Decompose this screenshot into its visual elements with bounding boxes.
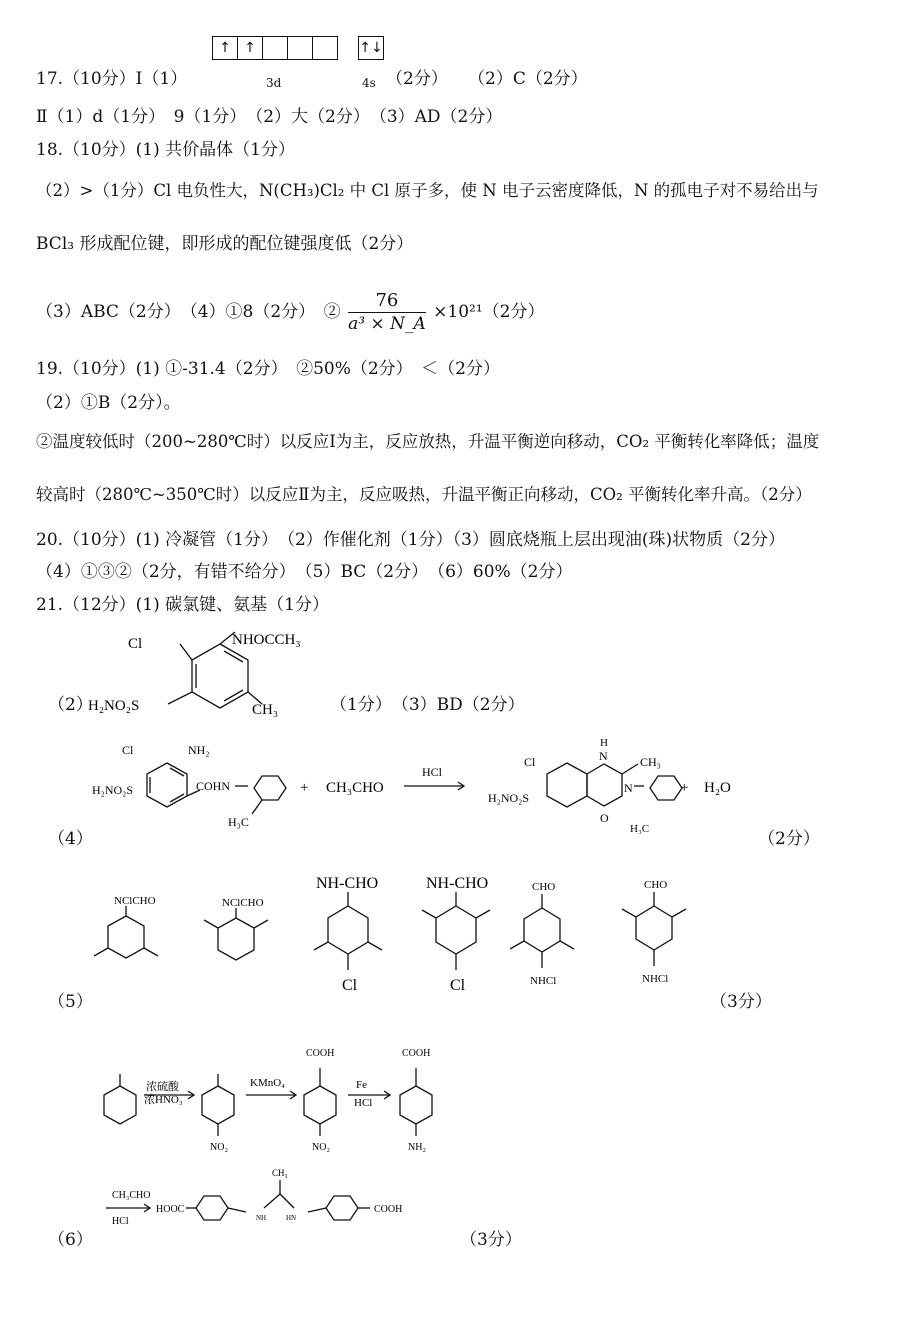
condition-hcl: HCl xyxy=(354,1097,373,1109)
q21-p4-score: （2分） xyxy=(758,829,820,849)
group-nh: NH xyxy=(256,1214,267,1222)
q21-line1: 21.（12分）(1) 碳氯键、氨基（1分） xyxy=(36,595,329,615)
q18-line1: 18.（10分）(1) 共价晶体（1分） xyxy=(36,140,295,160)
condition-hno3: 浓HNO₃ xyxy=(144,1094,183,1106)
orbital-box: ↑ xyxy=(237,36,263,60)
fraction-denominator: a³ × N_A xyxy=(348,314,426,334)
synthesis-route-step1 xyxy=(100,1040,460,1160)
isomer-label: NHCl xyxy=(530,975,557,987)
group-nhococh3: NHOCCH₃ xyxy=(232,632,301,648)
q18-line3: BCl₃ 形成配位键，即形成的配位键强度低（2分） xyxy=(36,234,414,254)
q18-line4-tail: ×10²¹（2分） xyxy=(433,302,545,322)
group-no2: NO₂ xyxy=(312,1142,330,1153)
q17-line1 xyxy=(36,68,187,90)
isomer-label: NH-CHO xyxy=(316,875,379,892)
q19-line4: 较高时（280℃~350℃时）以反应Ⅱ为主，反应吸热，升温平衡正向移动，CO₂ 平衡转化率升高。（2分） xyxy=(36,485,812,504)
bond xyxy=(180,644,192,660)
bond xyxy=(168,692,192,704)
double-bond xyxy=(224,690,243,701)
isomer-6 xyxy=(622,879,686,985)
atom-n: N xyxy=(599,749,608,763)
benzene-ring xyxy=(202,1086,234,1124)
density-fraction xyxy=(348,290,426,335)
bond xyxy=(308,1208,326,1212)
group-cooh: COOH xyxy=(402,1048,431,1059)
condition-hcl: HCl xyxy=(112,1216,129,1227)
fraction-numerator: 76 xyxy=(348,290,426,313)
bond xyxy=(280,1194,294,1208)
product-water: H₂O xyxy=(704,780,731,796)
benzene-ring xyxy=(104,1086,136,1124)
group-cohn: COHN xyxy=(196,779,231,793)
q18-line2: （2）>（1分）Cl 电负性大，N(CH₃)Cl₂ 中 Cl 原子多，使 N 电子云密度降低，N 的孤电子对不易给出与 xyxy=(36,181,819,200)
benzene-ring xyxy=(304,1086,336,1124)
q21-p6-score: （3分） xyxy=(460,1230,522,1250)
label-4s: 4s xyxy=(362,76,376,90)
q21-p2-score: （1分） （3）BD（2分） xyxy=(330,695,525,715)
atom-cl: Cl xyxy=(128,636,143,652)
double-bond xyxy=(224,651,243,662)
q19-line1: 19.（10分）(1) ①-31.4（2分） ②50%（2分） ＜（2分） xyxy=(36,359,500,379)
q17-line2: Ⅱ（1）d（1分） 9（1分） （2）大（2分） （3）AD（2分） xyxy=(36,107,503,127)
isomer-label: Cl xyxy=(450,977,466,994)
structure-q21-2 xyxy=(80,624,330,724)
isomer-label: NHCl xyxy=(642,973,669,985)
orbital-4s-box: ↑↓ xyxy=(358,36,384,60)
bond xyxy=(228,1208,246,1212)
isomer-2 xyxy=(204,897,268,960)
benzene-ring xyxy=(196,1196,228,1220)
q21-p4-label: （4） xyxy=(48,829,93,849)
isomer-label: Cl xyxy=(342,977,358,994)
group-nh2: NH₂ xyxy=(188,743,210,757)
isomer-label: NH-CHO xyxy=(426,875,489,892)
isomer-5 xyxy=(510,881,574,987)
benzene-ring xyxy=(147,763,187,807)
group-no2: NO₂ xyxy=(210,1142,228,1153)
bond xyxy=(264,1194,280,1208)
group-hooc: HOOC xyxy=(156,1204,185,1215)
benzene-ring xyxy=(650,776,682,800)
group-h3c: H₃C xyxy=(630,823,650,835)
q19-line3: ②温度较低时（200~280℃时）以反应Ⅰ为主，反应放热，升温平衡逆向移动，CO₂ 平衡转化率降低；温度 xyxy=(36,432,820,451)
q21-p6-label: （6） xyxy=(48,1230,93,1250)
isomer-4 xyxy=(422,875,490,994)
q19-line2: （2）①B（2分）。 xyxy=(36,393,181,413)
bond xyxy=(252,800,262,814)
group-cooh: COOH xyxy=(374,1204,403,1215)
reaction-q21-4 xyxy=(92,738,792,838)
group-hn: HN xyxy=(286,1214,297,1222)
orbital-box xyxy=(312,36,338,60)
benzene-ring xyxy=(254,776,286,800)
isomer-label: CHO xyxy=(532,881,556,893)
q20-line1: 20.（10分）(1) 冷凝管（1分） （2）作催化剂（1分）（3）圆底烧瓶上层出现油(珠)状物质（2分） xyxy=(36,530,785,550)
q21-p5-score: （3分） xyxy=(710,992,772,1012)
q18-line4-text: （3）ABC（2分） （4）①8（2分） ② xyxy=(36,302,341,322)
q17-score: （2分） xyxy=(386,69,448,89)
heterocycle-ring xyxy=(587,764,622,806)
q18-line4 xyxy=(36,290,544,335)
isomers-q21-5 xyxy=(80,868,720,1008)
benzene-ring xyxy=(326,1196,358,1220)
reagent-ch3cho: CH₃CHO xyxy=(326,780,384,796)
orbital-box: ↑ xyxy=(212,36,238,60)
orbital-3d-boxes xyxy=(213,36,338,60)
group-h2no2s: H₂NO₂S xyxy=(92,783,134,797)
group-ch3: CH₃ xyxy=(272,1168,288,1178)
benzene-ring xyxy=(400,1086,432,1124)
isomer-label: NClCHO xyxy=(114,895,156,907)
atom-n: N xyxy=(624,781,633,795)
isomer-1 xyxy=(94,895,158,958)
group-ch3: CH₃ xyxy=(640,755,661,769)
condition-fe: Fe xyxy=(356,1079,367,1091)
label-3d: 3d xyxy=(266,76,282,90)
isomer-3 xyxy=(314,875,382,994)
plus-sign: + xyxy=(300,780,309,796)
synthesis-route-step2 xyxy=(100,1166,420,1246)
atom-cl: Cl xyxy=(122,743,134,757)
q20-line2: （4）①③②（2分，有错不给分） （5）BC（2分） （6）60%（2分） xyxy=(36,562,573,582)
benzene-ring xyxy=(547,763,587,807)
group-h3c: H₃C xyxy=(228,815,249,829)
condition-kmno4: KMnO₄ xyxy=(250,1077,286,1089)
q21-p2-label: （2） xyxy=(48,695,93,715)
atom-cl: Cl xyxy=(524,755,536,769)
group-h2no2s: H₂NO₂S xyxy=(488,791,530,805)
isomer-label: NClCHO xyxy=(222,897,264,909)
orbital-box xyxy=(287,36,313,60)
condition-hcl: HCl xyxy=(422,765,443,779)
q17-label: 17.（10分）Ⅰ（1） xyxy=(36,69,188,89)
group-nh2: NH₂ xyxy=(408,1142,426,1153)
group-h2no2s: H₂NO₂S xyxy=(88,698,140,714)
atom-o: O xyxy=(600,811,609,825)
atom-h: H xyxy=(600,738,608,749)
bond xyxy=(622,764,638,774)
orbital-box xyxy=(262,36,288,60)
q21-p5-label: （5） xyxy=(48,992,93,1012)
condition-ch3cho: CH₃CHO xyxy=(112,1190,151,1201)
isomer-label: CHO xyxy=(644,879,668,891)
q17-part2: （2）C（2分） xyxy=(468,69,588,89)
group-cooh: COOH xyxy=(306,1048,335,1059)
benzene-ring xyxy=(192,644,248,708)
condition-h2so4: 浓硫酸 xyxy=(146,1081,179,1093)
group-ch3: CH₃ xyxy=(252,702,279,718)
plus-sign: + xyxy=(680,780,689,796)
